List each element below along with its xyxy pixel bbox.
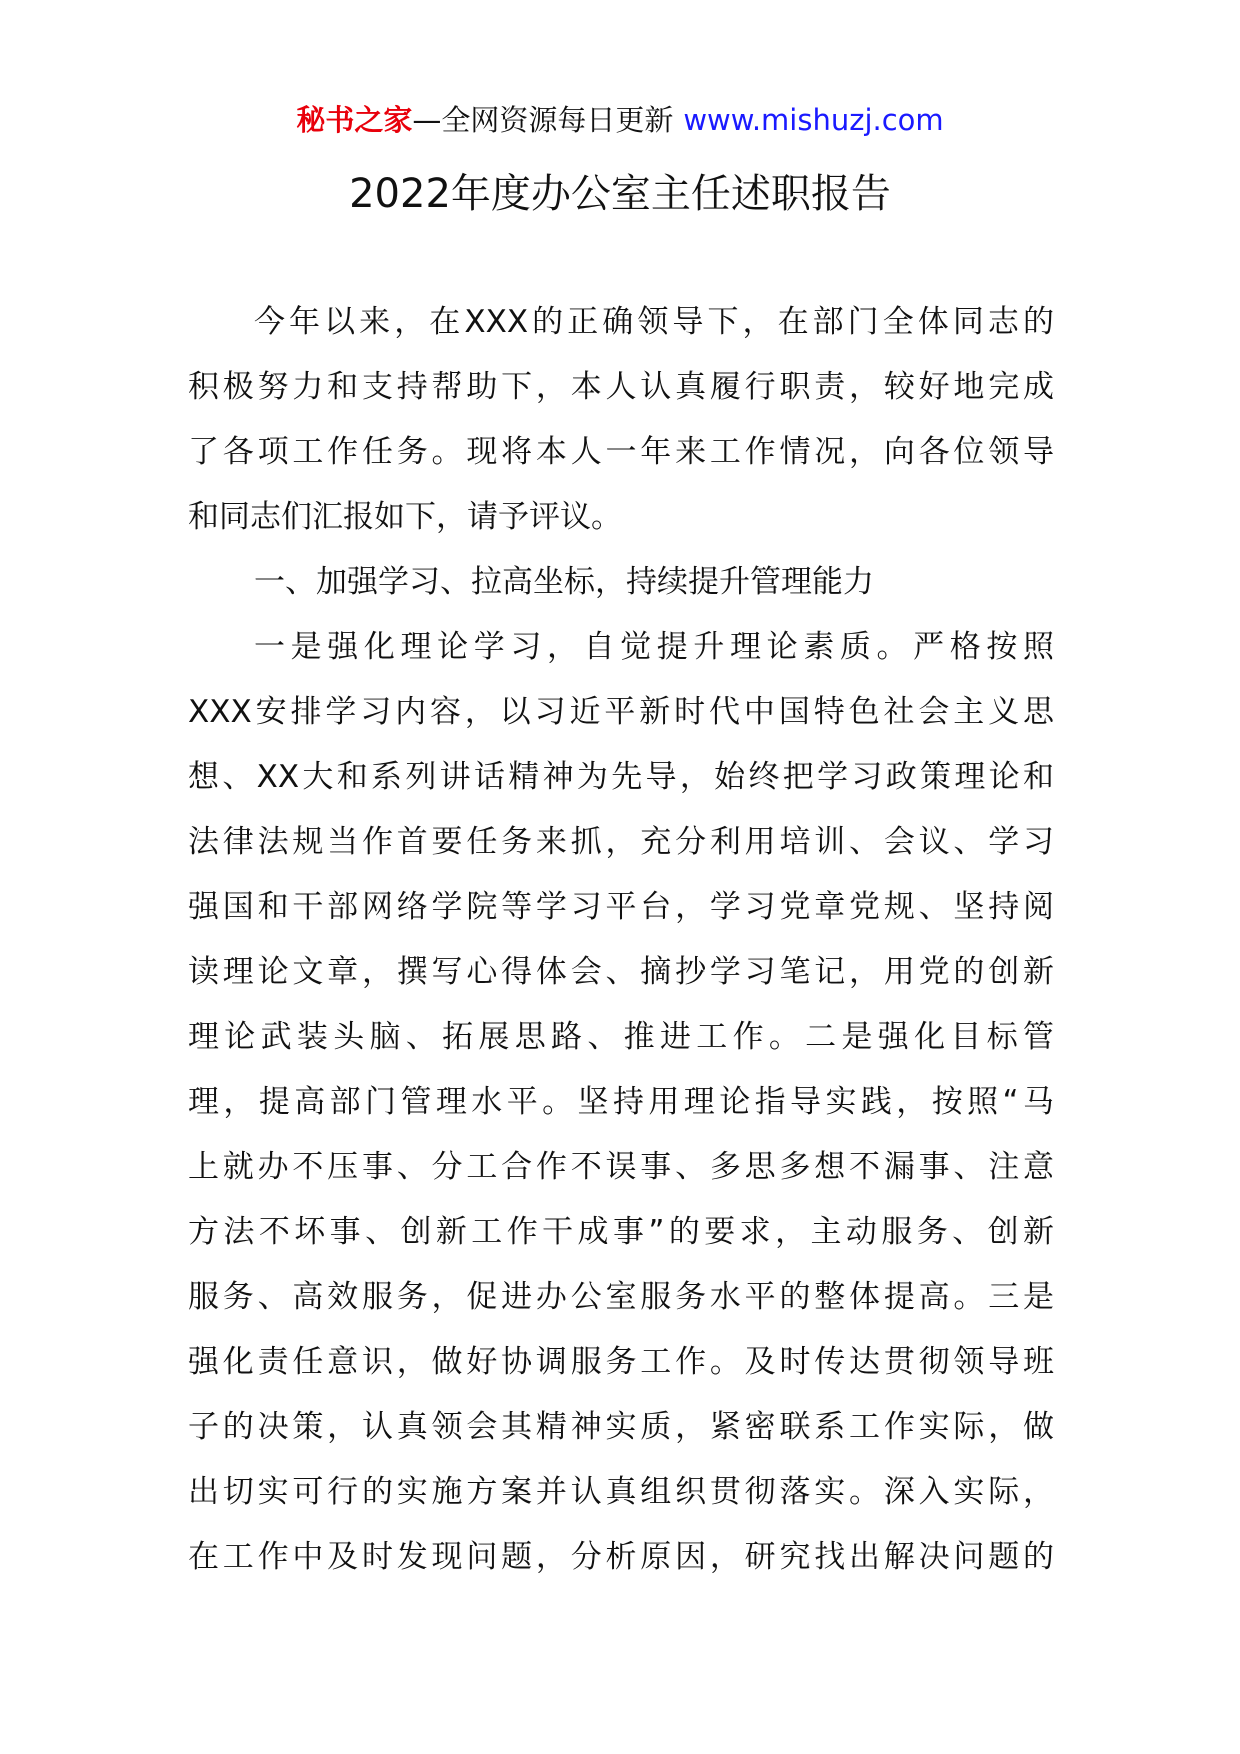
- paragraph-line: 理论武装头脑、拓展思路、推进工作。二是强化目标管: [188, 1019, 1054, 1055]
- paragraph-line: 方法不坏事、创新工作干成事”的要求，主动服务、创新: [188, 1214, 1054, 1250]
- site-banner: [0, 100, 1240, 140]
- paragraph-line: 想、XX大和系列讲话精神为先导，始终把学习政策理论和: [188, 759, 1054, 795]
- document-title: 2022年度办公室主任述职报告: [349, 171, 891, 217]
- site-url-link[interactable]: www.mishuzj.com: [683, 103, 944, 137]
- paragraph-line: 了各项工作任务。现将本人一年来工作情况，向各位领导: [188, 434, 1054, 470]
- banner-tagline: —全网资源每日更新: [412, 103, 674, 137]
- brand-name: 秘书之家: [296, 103, 413, 137]
- paragraph-line: 强国和干部网络学院等学习平台，学习党章党规、坚持阅: [188, 889, 1054, 925]
- paragraph-line: 强化责任意识，做好协调服务工作。及时传达贯彻领导班: [188, 1344, 1054, 1380]
- paragraph-line: 服务、高效服务，促进办公室服务水平的整体提高。三是: [188, 1279, 1054, 1315]
- paragraph-line: 法律法规当作首要任务来抓，充分利用培训、会议、学习: [188, 824, 1054, 860]
- section-heading: 一、加强学习、拉高坐标，持续提升管理能力: [254, 564, 874, 600]
- paragraph-line: 读理论文章，撰写心得体会、摘抄学习笔记，用党的创新: [188, 954, 1054, 990]
- paragraph-line: 一是强化理论学习，自觉提升理论素质。严格按照: [254, 629, 1054, 665]
- paragraph-line: 上就办不压事、分工合作不误事、多思多想不漏事、注意: [188, 1149, 1054, 1185]
- paragraph-line: 理，提高部门管理水平。坚持用理论指导实践，按照“马: [188, 1084, 1054, 1120]
- paragraph-line: XXX安排学习内容，以习近平新时代中国特色社会主义思: [188, 694, 1054, 730]
- paragraph-line: 子的决策，认真领会其精神实质，紧密联系工作实际，做: [188, 1409, 1054, 1445]
- paragraph-line: 今年以来，在XXX的正确领导下，在部门全体同志的: [254, 304, 1054, 340]
- paragraph-line: 在工作中及时发现问题，分析原因，研究找出解决问题的: [188, 1539, 1054, 1575]
- paragraph-line: 和同志们汇报如下，请予评议。: [188, 499, 622, 535]
- paragraph-line: 出切实可行的实施方案并认真组织贯彻落实。深入实际，: [188, 1474, 1054, 1510]
- paragraph-line: 积极努力和支持帮助下，本人认真履行职责，较好地完成: [188, 369, 1054, 405]
- document-body: [188, 290, 1054, 1590]
